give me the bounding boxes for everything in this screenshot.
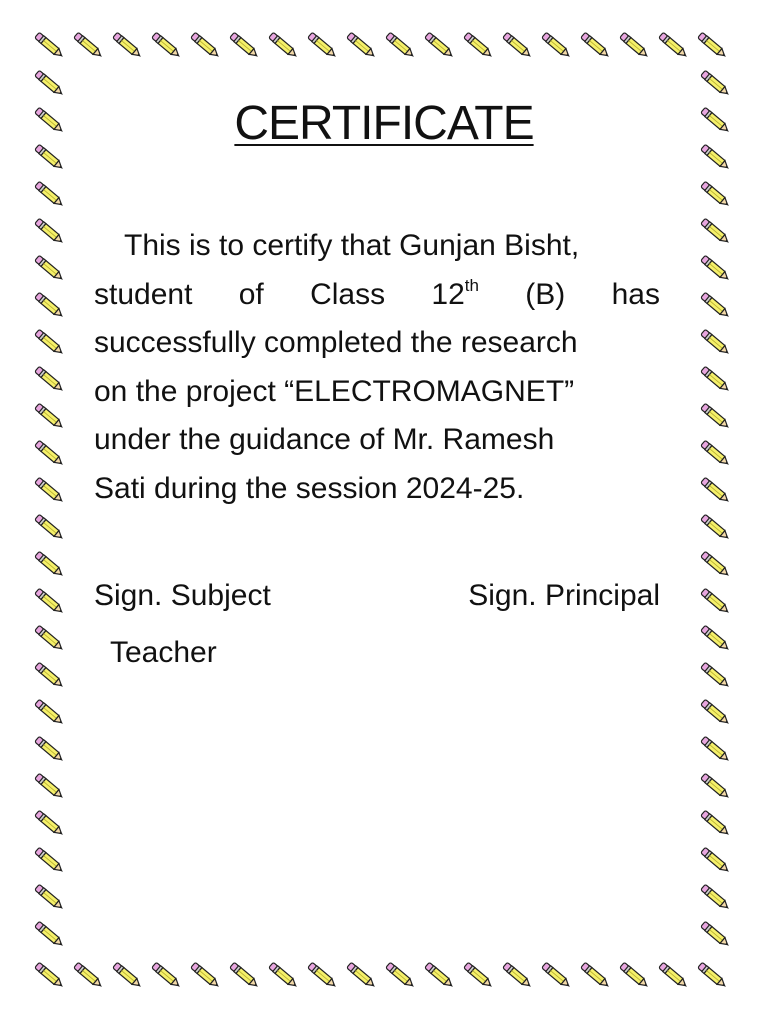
pencil-icon: [191, 962, 222, 990]
body-word: student: [94, 277, 193, 311]
pencil-icon: [35, 962, 66, 990]
class-number: [431, 271, 479, 320]
pencil-icon: [35, 551, 66, 579]
body-word: Class: [310, 277, 386, 311]
pencil-icon: [269, 962, 300, 990]
pencil-icon: [35, 255, 66, 283]
signature-subject-teacher: Sign. Subject: [94, 579, 271, 612]
pencil-icon: [698, 32, 729, 60]
pencil-icon: [701, 292, 732, 320]
pencil-icon: [269, 32, 300, 60]
pencil-icon: [701, 514, 732, 542]
class-number-value: 12: [431, 277, 465, 311]
pencil-icon: [35, 625, 66, 653]
pencil-icon: [74, 32, 105, 60]
body-line-3: successfully completed the research: [94, 326, 578, 359]
pencil-icon: [35, 440, 66, 468]
class-number-suffix: th: [464, 275, 479, 295]
pencil-icon: [35, 884, 66, 912]
pencil-icon: [386, 962, 417, 990]
pencil-icon: [701, 847, 732, 875]
pencil-icon: [35, 588, 66, 616]
pencil-icon: [701, 255, 732, 283]
pencil-icon: [659, 32, 690, 60]
pencil-icon: [35, 403, 66, 431]
pencil-icon: [701, 736, 732, 764]
pencil-icon: [35, 329, 66, 357]
body-line-5: under the guidance of Mr. Ramesh: [94, 423, 555, 456]
body-line-2: [94, 271, 660, 320]
pencil-icon: [35, 773, 66, 801]
certificate-body: [94, 222, 660, 513]
pencil-icon: [581, 962, 612, 990]
pencil-icon: [35, 292, 66, 320]
pencil-icon: [425, 32, 456, 60]
pencil-icon: [701, 440, 732, 468]
body-word: has: [611, 277, 660, 311]
pencil-icon: [35, 847, 66, 875]
pencil-icon: [701, 181, 732, 209]
pencil-icon: [542, 32, 573, 60]
pencil-icon: [701, 588, 732, 616]
pencil-icon: [464, 32, 495, 60]
pencil-icon: [35, 477, 66, 505]
body-line-4: on the project “ELECTROMAGNET”: [94, 374, 575, 408]
pencil-icon: [308, 962, 339, 990]
signature-subject-teacher-line2: Teacher: [110, 636, 217, 669]
pencil-icon: [701, 218, 732, 246]
pencil-icon: [308, 32, 339, 60]
pencil-icon: [347, 32, 378, 60]
pencil-icon: [581, 32, 612, 60]
pencil-icon: [35, 662, 66, 690]
pencil-icon: [701, 662, 732, 690]
pencil-icon: [701, 921, 732, 949]
pencil-icon: [113, 962, 144, 990]
pencil-icon: [386, 32, 417, 60]
pencil-icon: [701, 699, 732, 727]
pencil-icon: [35, 181, 66, 209]
pencil-icon: [230, 32, 261, 60]
pencil-icon: [191, 32, 222, 60]
pencil-icon: [152, 32, 183, 60]
pencil-icon: [35, 810, 66, 838]
pencil-icon: [701, 477, 732, 505]
page-title: CERTIFICATE: [234, 97, 534, 150]
pencil-icon: [347, 962, 378, 990]
pencil-icon: [152, 962, 183, 990]
pencil-icon: [620, 32, 651, 60]
pencil-icon: [701, 329, 732, 357]
pencil-icon: [698, 962, 729, 990]
pencil-icon: [35, 32, 66, 60]
pencil-icon: [113, 32, 144, 60]
pencil-icon: [701, 366, 732, 394]
body-line-6: Sati during the session 2024-25.: [94, 471, 525, 505]
pencil-icon: [701, 403, 732, 431]
pencil-icon: [542, 962, 573, 990]
pencil-icon: [35, 736, 66, 764]
pencil-icon: [74, 962, 105, 990]
pencil-icon: [35, 70, 66, 98]
pencil-icon: [230, 962, 261, 990]
signature-principal: Sign. Principal: [468, 579, 660, 612]
pencil-icon: [464, 962, 495, 990]
pencil-icon: [503, 32, 534, 60]
body-word: (B): [525, 277, 566, 311]
body-line-1: This is to certify that Gunjan Bisht,: [124, 229, 580, 262]
pencil-icon: [35, 366, 66, 394]
pencil-icon: [35, 218, 66, 246]
pencil-icon: [701, 551, 732, 579]
pencil-icon: [701, 773, 732, 801]
pencil-icon: [659, 962, 690, 990]
body-word: of: [238, 277, 264, 311]
pencil-icon: [701, 810, 732, 838]
pencil-icon: [620, 962, 651, 990]
pencil-icon: [35, 514, 66, 542]
pencil-icon: [701, 884, 732, 912]
pencil-icon: [425, 962, 456, 990]
pencil-icon: [503, 962, 534, 990]
pencil-icon: [35, 699, 66, 727]
pencil-icon: [35, 921, 66, 949]
pencil-icon: [701, 70, 732, 98]
pencil-icon: [701, 625, 732, 653]
